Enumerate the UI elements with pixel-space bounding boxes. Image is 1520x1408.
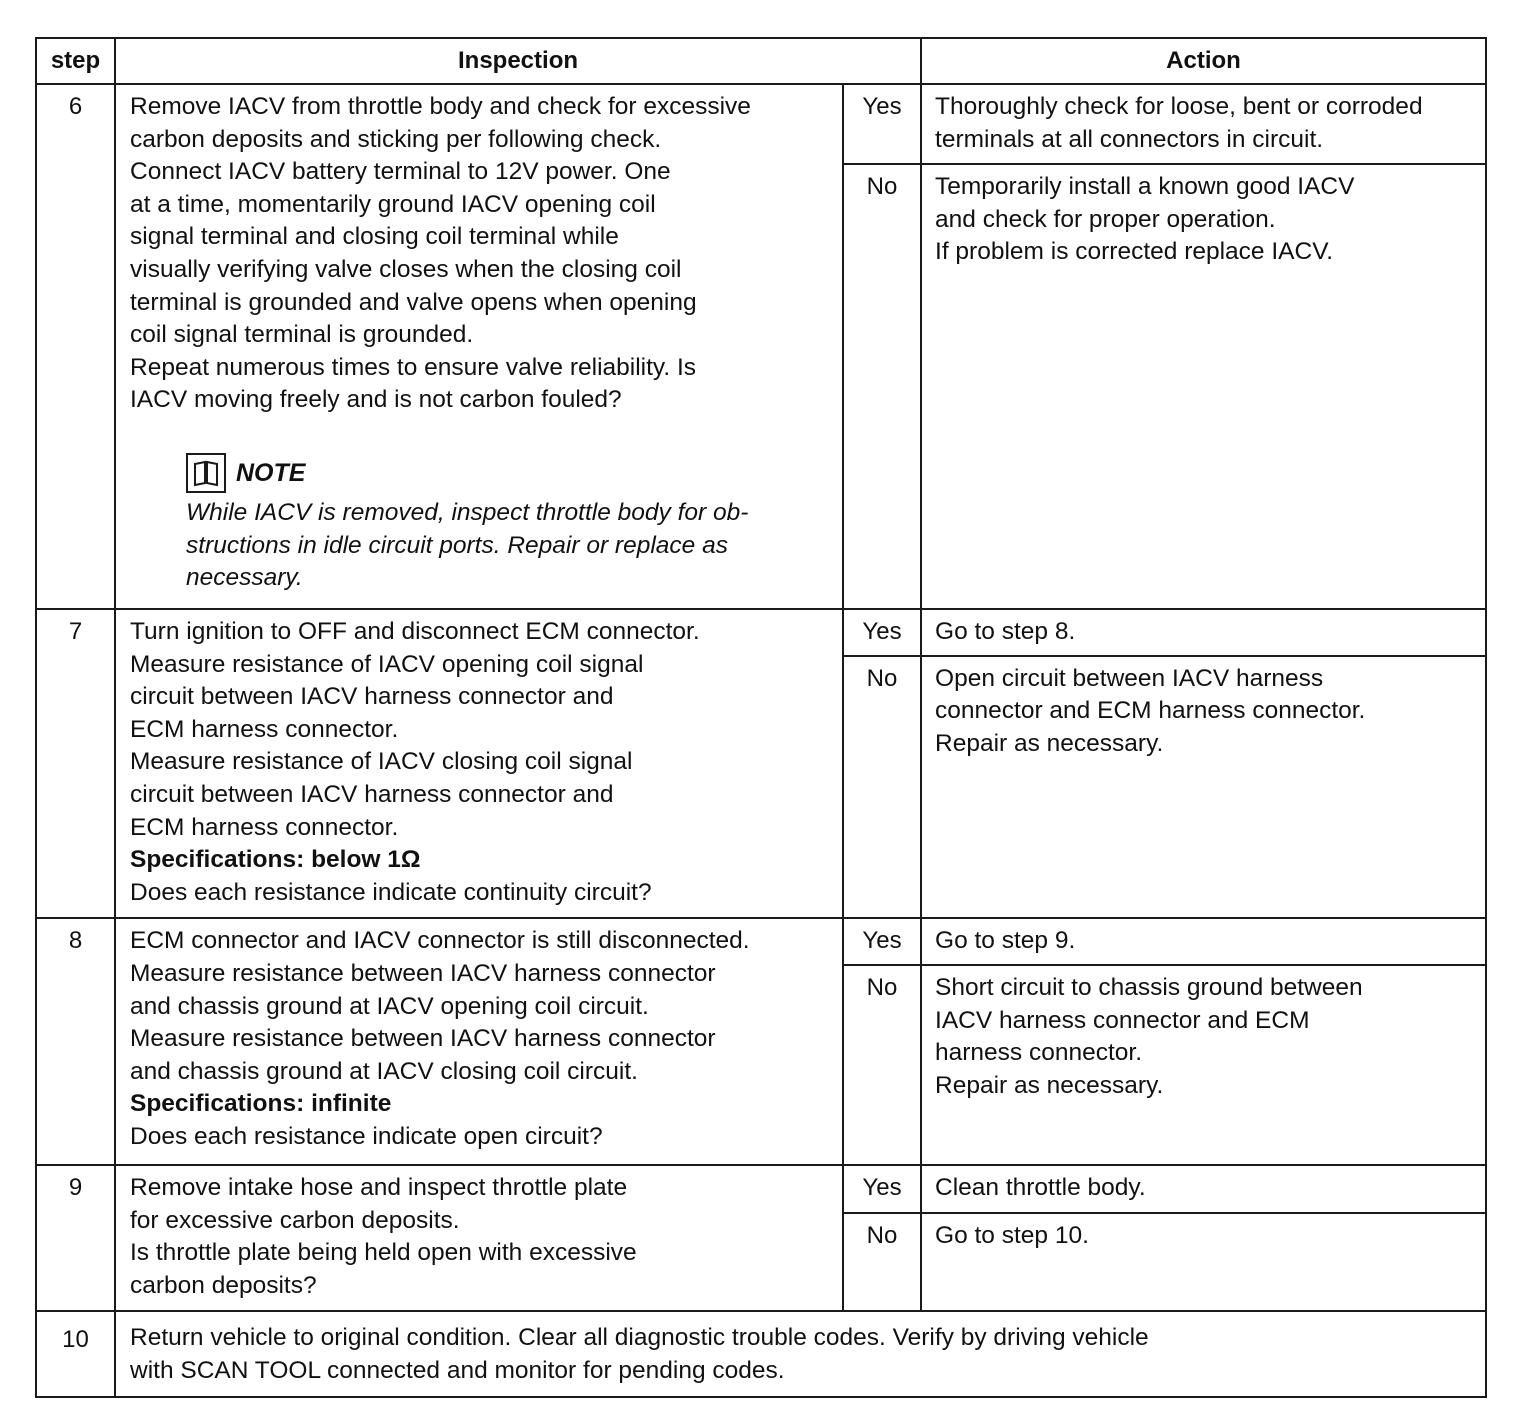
note-line: necessary. (186, 564, 303, 592)
inspection-line: and chassis ground at IACV closing coil circuit. (130, 1057, 638, 1085)
inspection-line: and chassis ground at IACV opening coil circuit. (130, 992, 649, 1020)
step-number: 9 (36, 1165, 115, 1311)
table-row (36, 1311, 1486, 1397)
book-icon (186, 453, 226, 493)
inspection-line: Turn ignition to OFF and disconnect ECM connector. (130, 618, 700, 645)
action-line: Repair as necessary. (935, 729, 1164, 757)
action-line: Short circuit to chassis ground between (935, 973, 1363, 1001)
note-label: NOTE (236, 458, 306, 487)
table-row (36, 918, 1486, 965)
note-line: structions in idle circuit ports. Repair or replace as (186, 531, 728, 559)
note-heading (186, 453, 830, 493)
inspection-line: carbon deposits and sticking per following check. (130, 125, 662, 153)
final-step-line: with SCAN TOOL connected and monitor for pending codes. (130, 1356, 785, 1384)
yes-label: Yes (843, 1165, 921, 1213)
inspection-line: at a time, momentarily ground IACV opening coil (130, 190, 656, 218)
no-action (921, 965, 1486, 1165)
yes-label: Yes (843, 84, 921, 164)
header-inspection: Inspection (115, 38, 921, 84)
yes-label: Yes (843, 609, 921, 656)
action-line: harness connector. (935, 1039, 1143, 1067)
inspection-question: Does each resistance indicate continuity circuit? (130, 878, 652, 906)
inspection-line: Measure resistance of IACV closing coil signal (130, 748, 633, 776)
no-label: No (843, 656, 921, 919)
action-line: Go to step 8. (935, 618, 1076, 645)
inspection-line: ECM harness connector. (130, 813, 399, 841)
no-action (921, 1213, 1486, 1312)
inspection-cell (115, 609, 843, 918)
step-number: 8 (36, 918, 115, 1165)
action-line: Repair as necessary. (935, 1071, 1164, 1099)
action-line: Open circuit between IACV harness (935, 664, 1324, 692)
inspection-line: IACV moving freely and is not carbon fouled? (130, 386, 622, 414)
yes-action (921, 1165, 1486, 1213)
inspection-line: ECM harness connector. (130, 715, 399, 743)
action-line: Go to step 10. (935, 1221, 1089, 1249)
header-action: Action (921, 38, 1486, 84)
table-row (36, 1165, 1486, 1213)
header-step: step (36, 38, 115, 84)
no-label: No (843, 965, 921, 1165)
inspection-line: Measure resistance of IACV opening coil signal (130, 650, 644, 678)
inspection-line: Remove IACV from throttle body and check for excessive (130, 93, 751, 120)
action-line: terminals at all connectors in circuit. (935, 125, 1324, 153)
no-action (921, 164, 1486, 609)
action-line: and check for proper operation. (935, 205, 1276, 233)
note-body (186, 497, 830, 595)
table-row (36, 609, 1486, 656)
inspection-line: for excessive carbon deposits. (130, 1206, 460, 1234)
header-row (36, 38, 1486, 84)
action-line: Temporarily install a known good IACV (935, 173, 1355, 200)
inspection-line: circuit between IACV harness connector and (130, 780, 614, 808)
inspection-line: Connect IACV battery terminal to 12V power. One (130, 158, 671, 186)
final-step-cell (115, 1311, 1486, 1397)
inspection-line: Repeat numerous times to ensure valve reliability. Is (130, 353, 697, 381)
final-step-line: Return vehicle to original condition. Clear all diagnostic trouble codes. Verify by driving vehicle (130, 1324, 1149, 1352)
inspection-line: visually verifying valve closes when the closing coil (130, 255, 682, 283)
inspection-line: circuit between IACV harness connector and (130, 683, 614, 711)
inspection-line: Measure resistance between IACV harness connector (130, 1025, 716, 1053)
inspection-cell (115, 918, 843, 1165)
action-line: Go to step 9. (935, 927, 1076, 955)
step-number: 7 (36, 609, 115, 918)
no-label: No (843, 164, 921, 609)
table-row (36, 84, 1486, 164)
no-action (921, 656, 1486, 919)
inspection-line: ECM connector and IACV connector is still disconnected. (130, 927, 750, 955)
inspection-line: Remove intake hose and inspect throttle plate (130, 1173, 628, 1201)
action-line: Thoroughly check for loose, bent or corroded (935, 93, 1423, 120)
step-number: 6 (36, 84, 115, 609)
inspection-cell (115, 84, 843, 609)
action-line: If problem is corrected replace IACV. (935, 238, 1334, 266)
specification: Specifications: infinite (130, 1090, 392, 1118)
inspection-question: Does each resistance indicate open circuit? (130, 1122, 603, 1150)
action-line: Clean throttle body. (935, 1173, 1146, 1201)
yes-action (921, 918, 1486, 965)
specification: Specifications: below 1Ω (130, 846, 421, 874)
inspection-line: signal terminal and closing coil terminal while (130, 223, 619, 251)
diagnostic-table (35, 37, 1487, 1398)
inspection-line: coil signal terminal is grounded. (130, 321, 474, 349)
action-line: connector and ECM harness connector. (935, 697, 1366, 725)
yes-action (921, 609, 1486, 656)
note-line: While IACV is removed, inspect throttle body for ob- (186, 498, 749, 526)
step-number: 10 (36, 1311, 115, 1397)
no-label: No (843, 1213, 921, 1312)
action-line: IACV harness connector and ECM (935, 1006, 1310, 1034)
inspection-line: terminal is grounded and valve opens when opening (130, 288, 697, 316)
yes-label: Yes (843, 918, 921, 965)
inspection-line: carbon deposits? (130, 1271, 317, 1299)
yes-action (921, 84, 1486, 164)
inspection-line: Is throttle plate being held open with excessive (130, 1239, 637, 1267)
inspection-line: Measure resistance between IACV harness connector (130, 959, 716, 987)
inspection-cell (115, 1165, 843, 1311)
